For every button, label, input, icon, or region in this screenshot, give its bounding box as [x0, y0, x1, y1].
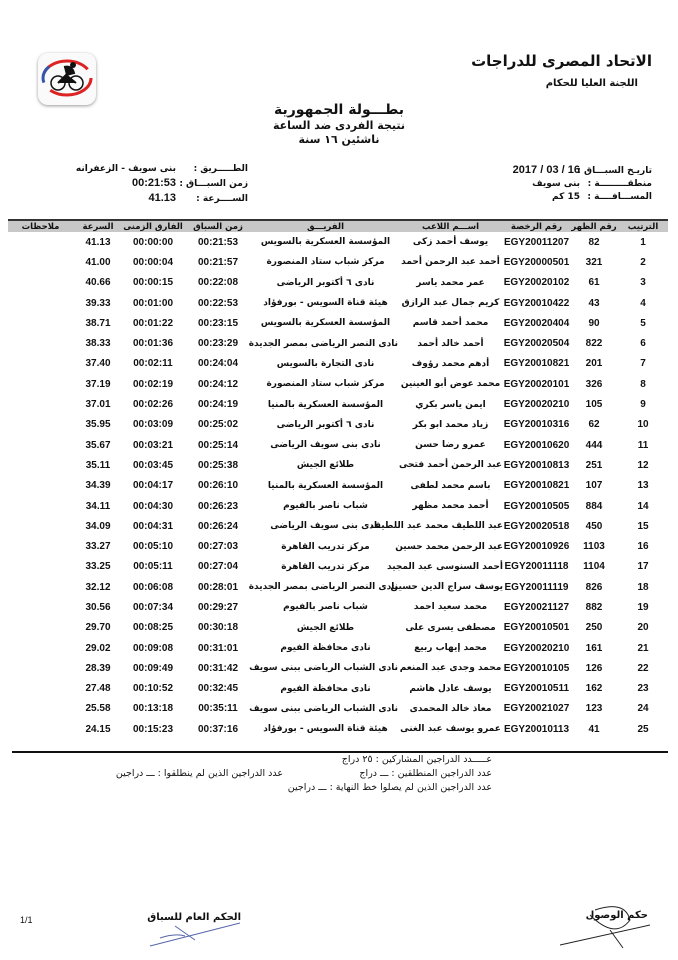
cell-rider-name: عبد الرحمن أحمد فتحى	[398, 460, 503, 471]
cell-speed: 34.09	[85, 520, 111, 532]
table-row	[8, 557, 668, 577]
cell-license: EGY20011207	[503, 236, 570, 248]
cell-team: المؤسسة العسكرية بالمنيا	[267, 480, 384, 491]
cell-race-time: 00:26:24	[197, 520, 239, 532]
cell-notes	[8, 719, 73, 739]
column-header-team: الفريـــق	[253, 220, 398, 232]
cell-rider-name: محمد سعيد احمد	[413, 602, 488, 613]
cell-rider-name: أحمد خالد أحمد	[417, 338, 484, 349]
cell-license: EGY20000501	[503, 256, 570, 268]
cell-rank: 23	[637, 683, 649, 695]
organization-name: الاتحاد المصرى للدراجات	[471, 52, 652, 70]
cell-race-time: 00:28:01	[197, 581, 239, 593]
cell-speed: 33.27	[85, 541, 111, 553]
cell-notes	[8, 333, 73, 353]
cell-rank: 17	[637, 561, 649, 573]
cell-bib: 326	[585, 378, 603, 390]
cell-race-time: 00:22:08	[197, 277, 239, 289]
cell-bib: 826	[585, 581, 603, 593]
cell-race-time: 00:31:42	[197, 662, 239, 674]
cell-time-gap: 00:04:30	[132, 500, 174, 512]
cell-rider-name: يوسف أحمد زكى	[412, 237, 489, 248]
cell-bib: 321	[585, 256, 603, 268]
cell-race-time: 00:32:45	[197, 683, 239, 695]
cell-license: EGY20020504	[503, 338, 570, 350]
cell-rank: 10	[637, 419, 649, 431]
cell-license: EGY20020210	[503, 642, 570, 654]
cell-notes	[8, 476, 73, 496]
info-date: تاريـخ السبـــاق :16 / 03 / 2017	[512, 164, 652, 176]
cell-time-gap: 00:06:08	[132, 581, 174, 593]
cell-team: شباب ناصر بالفيوم	[283, 602, 368, 613]
race-info-left	[76, 164, 248, 204]
cell-rank: 12	[637, 459, 649, 471]
cell-notes	[8, 597, 73, 617]
cell-bib: 43	[588, 297, 600, 309]
table-row	[8, 374, 668, 394]
cell-team: نادى النصر الرياضى بمصر الجديدة	[248, 582, 398, 593]
cell-race-time: 00:26:23	[197, 500, 239, 512]
table-row	[8, 333, 668, 353]
cell-team: نادى بنى سويف الرياضى	[270, 521, 381, 532]
cell-bib: 884	[585, 500, 603, 512]
cell-license: EGY20010505	[503, 500, 570, 512]
cell-rider-name: أدهم محمد رؤوف	[411, 358, 490, 369]
table-row	[8, 476, 668, 496]
table-row	[8, 577, 668, 597]
cell-time-gap: 00:10:52	[132, 683, 174, 695]
table-row	[8, 252, 668, 272]
cell-bib: 1103	[583, 541, 605, 553]
cell-license: EGY20010113	[503, 723, 570, 735]
cell-race-time: 00:25:02	[197, 419, 239, 431]
cell-rank: 15	[637, 520, 649, 532]
cell-rank: 13	[637, 480, 649, 492]
cell-time-gap: 00:03:45	[132, 459, 174, 471]
cell-license: EGY20010926	[503, 541, 570, 553]
cell-license: EGY20020101	[503, 378, 570, 390]
table-row	[8, 435, 668, 455]
cell-race-time: 00:30:18	[197, 622, 239, 634]
cell-time-gap: 00:02:11	[133, 358, 173, 370]
column-header-rank: الترتيب	[618, 220, 668, 232]
cell-race-time: 00:24:12	[197, 378, 239, 390]
cell-speed: 24.15	[85, 723, 111, 735]
cell-notes	[8, 577, 73, 597]
cell-race-time: 00:21:57	[197, 256, 239, 268]
table-header	[8, 220, 668, 232]
cell-notes	[8, 536, 73, 556]
cell-time-gap: 00:09:49	[132, 662, 174, 674]
cell-time-gap: 00:00:04	[132, 256, 174, 268]
cell-time-gap: 00:00:15	[132, 277, 174, 289]
cell-notes	[8, 557, 73, 577]
info-speed: الســــرعة :41.13	[148, 192, 248, 204]
cell-speed: 41.00	[85, 256, 111, 268]
cell-rank: 21	[637, 642, 649, 654]
cell-team: نادى ٦ أكتوبر الرياضى	[276, 277, 375, 288]
cell-license: EGY20021027	[503, 703, 570, 715]
cell-speed: 35.95	[85, 419, 111, 431]
cell-team: مركز تدريب القاهرة	[281, 541, 370, 552]
cell-rider-name: أحمد محمد مظهر	[412, 501, 489, 511]
cell-notes	[8, 679, 73, 699]
cell-race-time: 00:24:19	[197, 399, 239, 411]
cell-bib: 82	[588, 236, 600, 248]
cell-speed: 38.33	[85, 338, 111, 350]
cell-speed: 29.02	[85, 642, 111, 654]
cell-bib: 444	[585, 439, 603, 451]
cell-notes	[8, 232, 73, 252]
cell-team: نادى محافظة الفيوم	[280, 683, 371, 694]
cell-bib: 162	[585, 683, 603, 695]
cell-race-time: 00:22:53	[197, 297, 239, 309]
cell-bib: 41	[588, 723, 600, 735]
cell-rank: 7	[640, 358, 646, 370]
cell-time-gap: 00:04:31	[132, 520, 174, 532]
cell-notes	[8, 252, 73, 272]
cell-bib: 107	[585, 480, 603, 492]
cell-race-time: 00:25:14	[197, 439, 239, 451]
finish-judge-signature-mark	[555, 900, 655, 950]
cell-team: نادى الشباب الرياضى ببنى سويف	[249, 663, 398, 674]
cell-team: هيئة قناة السويس - بورفؤاد	[263, 298, 388, 309]
not-finished-count: عدد الدراجين الذين لم يصلوا خط النهاية : ـــ دراجين	[287, 782, 492, 793]
info-race-time: زمن السبـــاق :00:21:53	[131, 177, 248, 189]
federation-logo	[38, 53, 96, 105]
cell-speed: 34.39	[85, 480, 111, 492]
cell-rider-name: ايمن ياسر بكري	[415, 399, 486, 410]
cell-rider-name: يوسف عادل هاشم	[409, 683, 492, 694]
cell-rider-name: معاذ خالد المحمدى	[409, 703, 492, 714]
cell-license: EGY20020210	[503, 399, 570, 411]
cell-rider-name: عمرو يوسف عبد الغنى	[400, 724, 501, 735]
table-row	[8, 597, 668, 617]
cell-license: EGY20010422	[503, 297, 570, 309]
cell-rider-name: عمر محمد ياسر	[416, 277, 485, 288]
cell-time-gap: 00:00:00	[132, 236, 174, 248]
cell-speed: 27.48	[85, 683, 111, 695]
column-header-race-time: زمن السباق	[183, 220, 253, 232]
cell-rider-name: يوسف سراج الدين حسين	[390, 582, 503, 593]
cell-rider-name: عبد اللطيف محمد عبد اللطيف	[370, 521, 503, 532]
cell-bib: 126	[585, 662, 603, 674]
cell-bib: 105	[585, 399, 603, 411]
cell-rank: 4	[640, 297, 646, 309]
cell-team: المؤسسة العسكرية بالمنيا	[267, 399, 384, 410]
cell-team: شباب ناصر بالفيوم	[283, 501, 368, 511]
column-header-bib: رقم الظهر	[571, 221, 617, 232]
cell-time-gap: 00:07:34	[132, 601, 174, 613]
cell-speed: 37.40	[85, 358, 111, 370]
cell-rider-name: زياد محمد ابو بكر	[412, 419, 489, 430]
cell-time-gap: 00:04:17	[132, 480, 174, 492]
page-number: 1/1	[20, 915, 33, 925]
cell-rider-name: باسم محمد لطفى	[410, 480, 491, 491]
cell-speed: 40.66	[85, 277, 111, 289]
cell-team: نادى بنى سويف الرياضى	[270, 440, 381, 451]
info-road: الطـــــريق :بنى سويف - الزعفرانه	[75, 164, 248, 174]
cell-notes	[8, 293, 73, 313]
cell-rank: 20	[637, 622, 649, 634]
cell-speed: 41.13	[85, 236, 111, 248]
table-row	[8, 232, 668, 252]
cell-license: EGY20010813	[503, 459, 570, 471]
cell-speed: 34.11	[85, 500, 111, 512]
cell-license: EGY20011118	[504, 561, 569, 573]
cell-race-time: 00:27:04	[197, 561, 239, 573]
table-row	[8, 638, 668, 658]
table-row	[8, 455, 668, 475]
cell-speed: 25.58	[85, 703, 111, 715]
cell-time-gap: 00:02:19	[132, 378, 174, 390]
cell-notes	[8, 516, 73, 536]
participants-count: عـــــدد الدراجين المشاركين : ٢٥ دراج	[341, 754, 492, 765]
cell-team: مركز شباب ستاد المنصورة	[266, 379, 385, 390]
table-row	[8, 536, 668, 556]
cell-team: هيئة قناة السويس - بورفؤاد	[263, 724, 388, 735]
cell-speed: 29.70	[85, 622, 111, 634]
cell-notes	[8, 435, 73, 455]
cell-time-gap: 00:09:08	[132, 642, 174, 654]
table-row	[8, 719, 668, 739]
info-region: منطقـــــــــة :بنى سويف	[532, 179, 652, 189]
cell-bib: 123	[585, 703, 603, 715]
cell-bib: 450	[585, 520, 603, 532]
cell-rider-name: مصطفى يسرى على	[405, 622, 496, 633]
cell-time-gap: 00:08:25	[132, 622, 174, 634]
cell-notes	[8, 496, 73, 516]
column-header-notes: ملاحظات	[8, 220, 73, 232]
table-row	[8, 658, 668, 678]
cell-race-time: 00:29:27	[197, 601, 239, 613]
cell-license: EGY20020404	[503, 317, 570, 329]
cell-license: EGY20010620	[503, 439, 570, 451]
not-started-count: عدد الدراجين الذين لم ينطلقوا : ـــ دراجين	[115, 768, 283, 779]
cell-rank: 5	[640, 317, 646, 329]
cell-time-gap: 00:05:11	[133, 561, 173, 573]
cell-speed: 35.11	[85, 459, 111, 471]
race-info-right	[513, 164, 652, 202]
cell-team: طلائع الجيش	[296, 460, 355, 471]
cell-bib: 61	[588, 277, 600, 289]
chief-judge-signature: الحكم العام للسباق	[147, 912, 241, 923]
cell-time-gap: 00:01:00	[132, 297, 174, 309]
cell-speed: 32.12	[85, 581, 111, 593]
cell-notes	[8, 618, 73, 638]
cell-rider-name: محمد أحمد قاسم	[412, 318, 489, 329]
cell-notes	[8, 638, 73, 658]
cell-rank: 8	[640, 378, 646, 390]
table-row	[8, 496, 668, 516]
cell-notes	[8, 354, 73, 374]
cell-rank: 3	[640, 277, 646, 289]
cell-bib: 201	[585, 358, 603, 370]
cell-notes	[8, 313, 73, 333]
table-row	[8, 394, 668, 414]
cell-time-gap: 00:02:26	[132, 399, 174, 411]
cell-rider-name: محمد إيهاب ربيع	[414, 643, 487, 654]
cell-license: EGY20010821	[503, 358, 570, 370]
committee-name: اللجنة العليا للحكام	[545, 78, 638, 89]
cell-notes	[8, 658, 73, 678]
cell-race-time: 00:23:29	[197, 338, 239, 350]
cell-license: EGY20010511	[503, 683, 570, 695]
summary-divider	[12, 751, 668, 753]
cell-team: مركز تدريب القاهرة	[281, 561, 370, 572]
cell-rank: 16	[637, 541, 649, 553]
table-row	[8, 354, 668, 374]
cell-race-time: 00:21:53	[197, 236, 239, 248]
cell-bib: 1104	[583, 561, 605, 573]
cell-race-time: 00:25:38	[197, 459, 239, 471]
table-row	[8, 679, 668, 699]
cell-team: طلائع الجيش	[296, 622, 355, 633]
column-header-speed: السرعة	[73, 220, 123, 232]
cell-rider-name: أحمد عبد الرحمن أحمد	[401, 257, 500, 268]
cell-notes	[8, 374, 73, 394]
info-distance: المســـافــــة :15 كم	[552, 192, 652, 202]
cell-speed: 37.01	[85, 399, 111, 411]
cell-team: نادى محافظة الفيوم	[280, 643, 371, 654]
cell-race-time: 00:35:11	[198, 703, 238, 715]
cell-team: المؤسسة العسكرية بالسويس	[260, 318, 391, 329]
cell-speed: 33.25	[85, 561, 111, 573]
cell-license: EGY20020518	[503, 520, 570, 532]
cell-race-time: 00:24:04	[197, 358, 239, 370]
cell-bib: 90	[588, 317, 600, 329]
cell-license: EGY20010105	[503, 662, 570, 674]
cell-team: نادى الشباب الرياضى ببنى سويف	[249, 703, 398, 714]
cell-notes	[8, 415, 73, 435]
cell-speed: 30.56	[85, 601, 111, 613]
cell-time-gap: 00:05:10	[132, 541, 174, 553]
cell-team: نادى النصر الرياضى بمصر الجديدة	[248, 338, 398, 349]
cell-team: نادى ٦ أكتوبر الرياضى	[276, 419, 375, 430]
cell-bib: 62	[588, 419, 600, 431]
chief-judge-signature-mark	[140, 918, 250, 948]
table-row	[8, 516, 668, 536]
cell-bib: 250	[585, 622, 603, 634]
cell-bib: 882	[585, 601, 603, 613]
cell-race-time: 00:26:10	[197, 480, 239, 492]
cell-license: EGY20010316	[503, 419, 570, 431]
column-header-license: رقم الرخصة	[503, 220, 570, 232]
cell-license: EGY20010501	[503, 622, 570, 634]
cell-rank: 14	[637, 500, 649, 512]
cell-race-time: 00:37:16	[197, 723, 239, 735]
cell-rank: 22	[637, 662, 649, 674]
cell-bib: 822	[585, 338, 603, 350]
started-count: عدد الدراجين المنطلقين : ـــ دراج	[359, 768, 492, 779]
cell-speed: 37.19	[85, 378, 111, 390]
column-header-rider-name: اســـم اللاعب	[398, 220, 503, 232]
cell-rank: 2	[640, 256, 646, 268]
cell-license: EGY20010821	[503, 480, 570, 492]
cell-notes	[8, 455, 73, 475]
cell-race-time: 00:31:01	[197, 642, 239, 654]
championship-title: بطـــولة الجمهورية	[273, 102, 404, 118]
cell-time-gap: 00:03:21	[132, 439, 174, 451]
table-row	[8, 293, 668, 313]
cell-rank: 11	[637, 439, 649, 451]
cell-rank: 1	[640, 236, 646, 248]
cyclist-logo-icon	[38, 53, 96, 105]
cell-rank: 6	[640, 338, 646, 350]
table-row	[8, 273, 668, 293]
cell-time-gap: 00:15:23	[132, 723, 174, 735]
cell-rank: 18	[637, 581, 649, 593]
cell-rider-name: عبد الرحمن محمد حسين	[395, 541, 503, 552]
cell-license: EGY20021127	[503, 601, 570, 613]
cell-speed: 35.67	[85, 439, 111, 451]
results-table	[8, 219, 668, 739]
cell-speed: 28.39	[85, 662, 111, 674]
cell-notes	[8, 394, 73, 414]
table-row	[8, 313, 668, 333]
cell-rank: 24	[637, 703, 649, 715]
cell-time-gap: 00:01:22	[132, 317, 174, 329]
cell-time-gap: 00:03:09	[132, 419, 174, 431]
column-header-time-gap: الفارق الزمنى	[123, 221, 183, 232]
cell-rider-name: كريم جمال عبد الرازق	[401, 298, 500, 309]
cell-speed: 38.71	[85, 317, 111, 329]
category-title: ناشئين ١٦ سنة	[298, 133, 380, 146]
cell-rider-name: أحمد السنوسى عبد المجيد	[387, 561, 503, 572]
cell-team: مركز شباب ستاد المنصورة	[266, 257, 385, 268]
cell-team: نادى التجارة بالسويس	[276, 358, 375, 369]
cell-notes	[8, 273, 73, 293]
cell-race-time: 00:27:03	[197, 541, 239, 553]
cell-rank: 19	[637, 601, 649, 613]
cell-race-time: 00:23:15	[197, 317, 239, 329]
cell-team: المؤسسة العسكرية بالسويس	[260, 237, 391, 248]
cell-rider-name: محمد وجدى عبد المنعم	[399, 663, 502, 674]
cell-license: EGY20020102	[503, 277, 570, 289]
cell-rider-name: عمرو رضا حسن	[415, 440, 486, 451]
cell-bib: 161	[585, 642, 603, 654]
cell-rider-name: محمد عوض أبو العينين	[400, 379, 501, 390]
cell-time-gap: 00:13:18	[132, 703, 174, 715]
cell-bib: 251	[585, 459, 603, 471]
table-row	[8, 699, 668, 719]
event-subtitle: نتيجة الفردى ضد الساعة	[273, 119, 405, 132]
cell-speed: 39.33	[85, 297, 111, 309]
table-row	[8, 618, 668, 638]
finish-judge-signature: حكم الوصول	[585, 910, 648, 921]
table-row	[8, 415, 668, 435]
cell-rank: 25	[637, 723, 649, 735]
cell-rank: 9	[640, 399, 646, 411]
cell-time-gap: 00:01:36	[132, 338, 174, 350]
cell-license: EGY20011119	[504, 581, 569, 593]
cell-notes	[8, 699, 73, 719]
